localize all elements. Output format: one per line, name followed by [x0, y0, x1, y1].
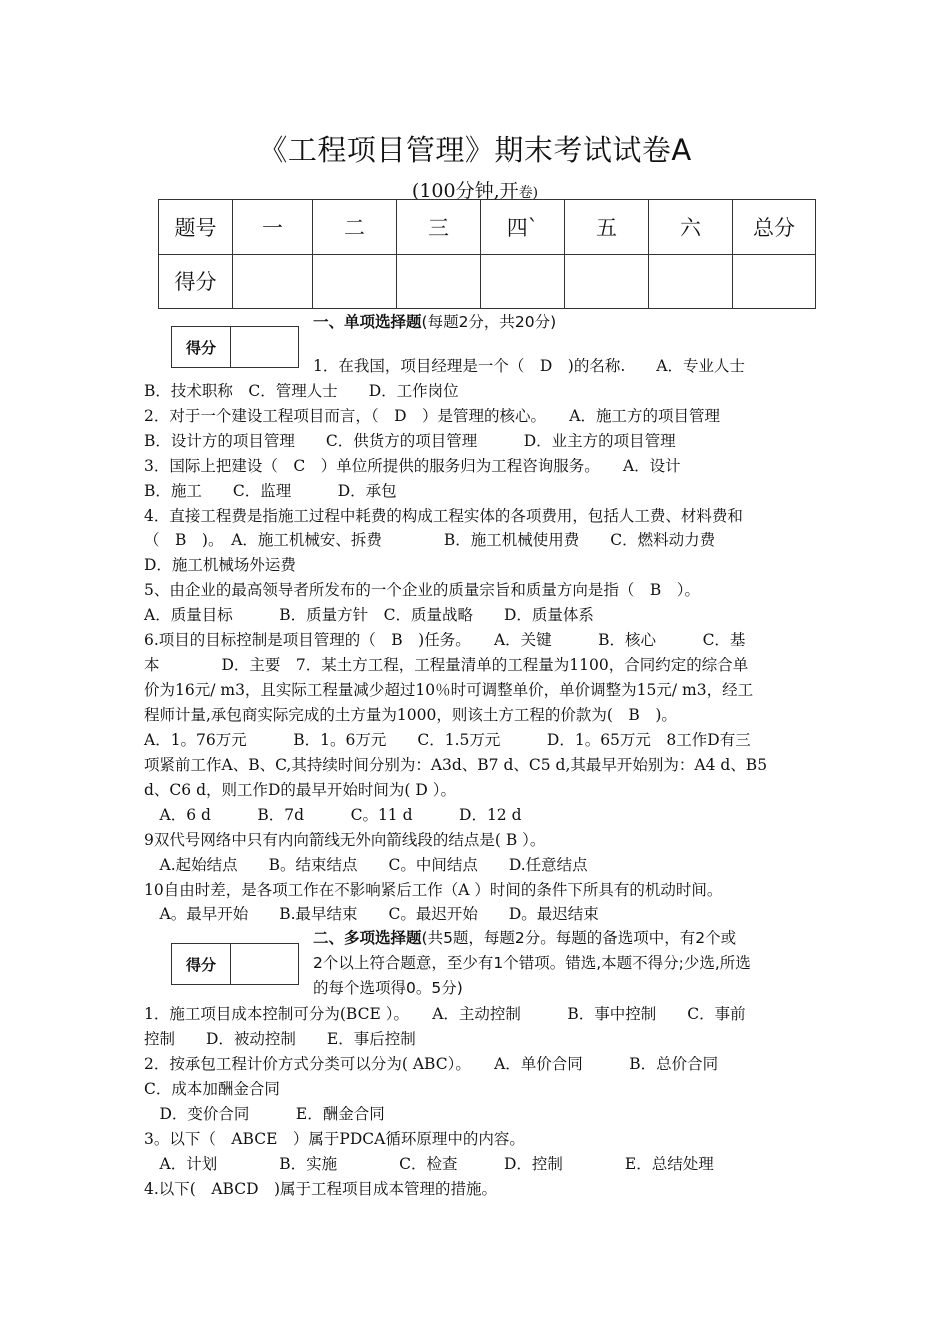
score-table: [158, 199, 816, 309]
question-line: 2．按承包工程计价方式分类可以分为( ABC）。 A．单价合同 B．总价合同: [144, 1055, 719, 1073]
score-table-header-row: [159, 200, 816, 255]
score-cell[interactable]: [233, 254, 313, 309]
question-line: 价为16元/ m3，且实际工程量减少超过10％时可调整单价，单价调整为15元/ m3，经工: [144, 681, 754, 699]
section1-grade-box: [171, 326, 299, 368]
question-line: 3。以下（ ABCE ）属于PDCA循环原理中的内容。: [144, 1130, 525, 1148]
score-table-score-row: [159, 254, 816, 309]
grade-value-field[interactable]: [231, 944, 298, 984]
question-line: B．设计方的项目管理 C．供货方的项目管理 D．业主方的项目管理: [144, 432, 676, 450]
score-row-label: 得分: [159, 254, 233, 309]
question-line: B．施工 C．监理 D．承包: [144, 482, 397, 500]
exam-title: 《工程项目管理》期末考试试卷A: [258, 133, 692, 167]
question-line: A.起始结点 B。结束结点 C。中间结点 D.任意结点: [144, 856, 588, 874]
score-cell[interactable]: [313, 254, 397, 309]
question-line: 程师计量,承包商实际完成的土方量为1000，则该土方工程的价款为( B )。: [144, 706, 677, 724]
section1-heading: [313, 310, 556, 335]
question-line: 项紧前工作A、B、C,其持续时间分别为：A3d、B7 d、C5 d,其最早开始别为：A4 d、B5: [144, 756, 768, 774]
question-line: d、C6 d，则工作D的最早开始时间为( D ）。: [144, 781, 456, 799]
question-line: 6.项目的目标控制是项目管理的（ B )任务。 A．关键 B．核心 C．基: [144, 631, 746, 649]
section1-title: 一、单项选择题: [313, 313, 422, 331]
question-line: D．施工机械场外运费: [144, 556, 296, 574]
score-header-cell: 一: [233, 200, 313, 255]
section2-title: 二、多项选择题: [313, 929, 422, 947]
question-line: C．成本加酬金合同: [144, 1080, 280, 1098]
section2-heading: [313, 926, 809, 1001]
question-line: D．变价合同 E．酬金合同: [144, 1105, 385, 1123]
question-line: 4.以下( ABCD )属于工程项目成本管理的措施。: [144, 1180, 498, 1198]
subtitle-main: (100分钟,开: [411, 180, 519, 202]
subtitle-small: 卷): [518, 185, 539, 201]
score-header-cell: 三: [397, 200, 481, 255]
grade-value-field[interactable]: [231, 327, 298, 367]
question-line: 2．对于一个建设工程项目而言，（ D ）是管理的核心。 A．施工方的项目管理: [144, 407, 720, 425]
question-line: A。最早开始 B.最早结束 C。最迟开始 D。最迟结束: [144, 905, 599, 923]
question-line: 1．施工项目成本控制可分为(BCE ）。 A．主动控制 B．事中控制 C．事前: [144, 1005, 746, 1023]
section1-note: (每题2分，共20分): [421, 313, 557, 331]
score-cell[interactable]: [649, 254, 733, 309]
score-header-cell: 题号: [159, 200, 233, 255]
question-line: 10自由时差，是各项工作在不影响紧后工作（A ）时间的条件下所具有的机动时间。: [144, 881, 723, 899]
question-line: 9双代号网络中只有内向箭线无外向箭线段的结点是( B ）。: [144, 831, 546, 849]
grade-label: 得分: [172, 327, 231, 367]
question-line: 本 D．主要 7．某土方工程，工程量清单的工程量为1100，合同约定的综合单: [144, 656, 749, 674]
question-line: A．计划 B．实施 C．检查 D．控制 E．总结处理: [144, 1155, 714, 1173]
question-line: 3．国际上把建设（ C ）单位所提供的服务归为工程咨询服务。 A．设计: [144, 457, 681, 475]
question-line: 1．在我国，项目经理是一个（ D )的名称. A．专业人士: [313, 357, 745, 375]
score-cell[interactable]: [481, 254, 565, 309]
question-line: 5、由企业的最高领导者所发布的一个企业的质量宗旨和质量方向是指（ B ）。: [144, 581, 701, 599]
score-cell[interactable]: [397, 254, 481, 309]
score-header-cell: 六: [649, 200, 733, 255]
question-line: A．1。76万元 B．1。6万元 C．1.5万元 D．1。65万元 8工作D有三: [144, 731, 751, 749]
score-header-cell: 五: [565, 200, 649, 255]
section2-note: (共5题，每题2分。每题的备选项中，有2个或: [421, 929, 737, 947]
question-line: A．质量目标 B．质量方针 C．质量战略 D．质量体系: [144, 606, 594, 624]
question-line: 控制 D．被动控制 E．事后控制: [144, 1030, 416, 1048]
score-cell[interactable]: [733, 254, 816, 309]
section2-note-line: 2个以上符合题意，至少有1个错项。错选,本题不得分;少选,所选: [313, 954, 751, 972]
score-header-cell: 四`: [481, 200, 565, 255]
score-header-cell: 二: [313, 200, 397, 255]
score-header-cell: 总分: [733, 200, 816, 255]
section2-heading-line: [313, 926, 809, 951]
question-line: 4．直接工程费是指施工过程中耗费的构成工程实体的各项费用，包括人工费、材料费和: [144, 507, 743, 525]
question-line: B．技术职称 C．管理人士 D．工作岗位: [144, 382, 459, 400]
grade-label: 得分: [172, 944, 231, 984]
question-line: （ B )。 A．施工机械安、拆费 B．施工机械使用费 C．燃料动力费: [144, 531, 716, 549]
section2-grade-box: [171, 943, 299, 985]
section2-note-line: 的每个选项得0。5分): [313, 979, 463, 997]
score-cell[interactable]: [565, 254, 649, 309]
question-line: A．6 d B．7d C。11 d D．12 d: [144, 806, 522, 824]
